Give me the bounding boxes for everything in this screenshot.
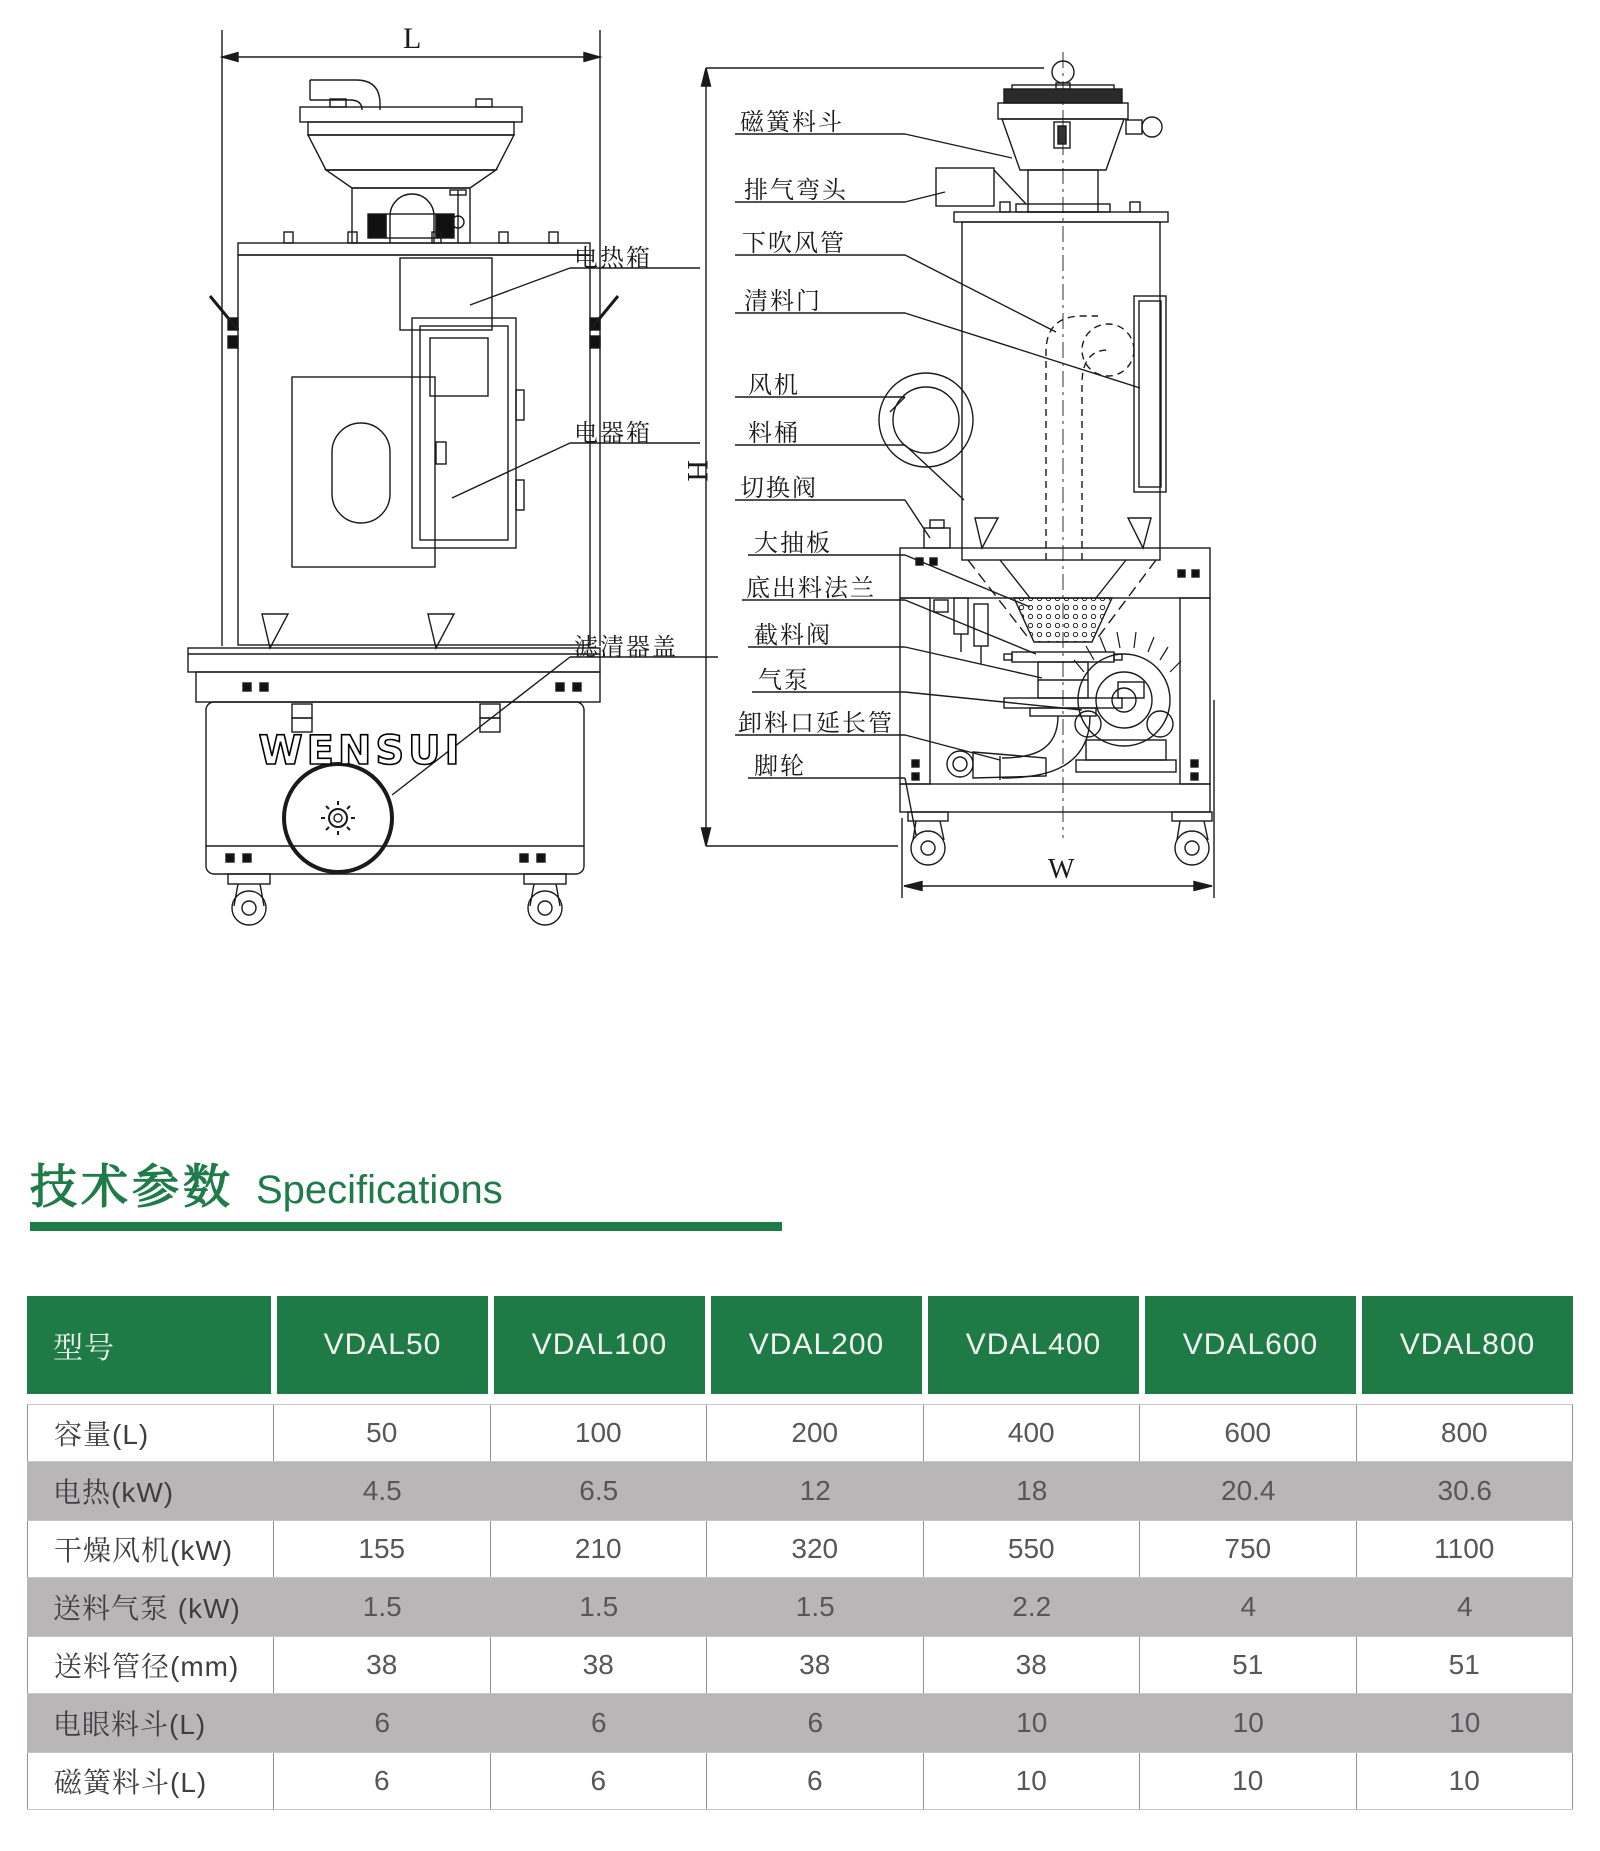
table-cell: 38 — [924, 1637, 1141, 1693]
dimension-label-length: L — [403, 22, 422, 55]
dimension-label-width: W — [1048, 854, 1075, 885]
table-cell: 51 — [1140, 1637, 1357, 1693]
table-cell: 10 — [1357, 1753, 1574, 1809]
callout-big-slide-plate: 大抽板 — [754, 531, 832, 557]
title-underline-bar — [30, 1222, 782, 1231]
table-cell: 200 — [707, 1405, 924, 1461]
table-row — [27, 1462, 1573, 1520]
table-header-model: 型号 — [27, 1296, 271, 1394]
table-header-col: VDAL400 — [928, 1296, 1139, 1394]
table-cell: 10 — [924, 1753, 1141, 1809]
electrical-box-shape — [412, 318, 516, 548]
callout-reed-hopper: 磁簧料斗 — [740, 110, 844, 136]
table-header-row — [27, 1296, 1573, 1394]
table-cell: 4 — [1240, 1591, 1257, 1622]
table-cell: 20.4 — [1221, 1475, 1276, 1506]
table-cell: 320 — [707, 1521, 924, 1577]
table-body — [27, 1404, 1573, 1810]
front-view-drawing — [188, 30, 718, 925]
table-cell: 50 — [274, 1405, 491, 1461]
table-row — [27, 1752, 1573, 1810]
table-cell: 155 — [274, 1521, 491, 1577]
table-cell: 10 — [1232, 1707, 1264, 1738]
table-cell: 1.5 — [795, 1591, 835, 1622]
table-cell: 6 — [807, 1707, 824, 1738]
table-cell: 800 — [1357, 1405, 1574, 1461]
table-cell: 4 — [1456, 1591, 1473, 1622]
table-cell: 4.5 — [362, 1475, 402, 1506]
dimension-label-height: H — [681, 460, 714, 482]
callout-air-pump: 气泵 — [758, 668, 810, 694]
heater-box-shape — [400, 258, 492, 330]
callout-electrical-box: 电器箱 — [574, 421, 652, 447]
table-cell: 38 — [707, 1637, 924, 1693]
table-cell: 6 — [707, 1753, 924, 1809]
table-header-col: VDAL800 — [1362, 1296, 1573, 1394]
table-cell: 6.5 — [579, 1475, 619, 1506]
row-label: 送料气泵 (kW) — [53, 1593, 241, 1624]
table-row — [27, 1578, 1573, 1636]
table-header-col: VDAL50 — [277, 1296, 488, 1394]
callout-cutoff-valve: 截料阀 — [754, 623, 832, 649]
row-label: 磁簧料斗(L) — [27, 1753, 274, 1809]
specifications-table — [27, 1296, 1573, 1810]
table-cell: 600 — [1140, 1405, 1357, 1461]
table-row — [27, 1636, 1573, 1694]
callout-filter-cover: 滤清器盖 — [574, 635, 678, 661]
table-cell: 30.6 — [1437, 1475, 1492, 1506]
row-label: 送料管径(mm) — [27, 1637, 274, 1693]
callout-cleanout-door: 清料门 — [744, 289, 822, 315]
callout-heater-box: 电热箱 — [574, 246, 652, 272]
filter-cover-shape — [284, 764, 392, 872]
table-cell: 12 — [799, 1475, 831, 1506]
table-header-col: VDAL600 — [1145, 1296, 1356, 1394]
table-cell: 6 — [374, 1707, 391, 1738]
row-label: 电眼料斗(L) — [53, 1709, 207, 1740]
table-cell: 51 — [1357, 1637, 1574, 1693]
table-row — [27, 1520, 1573, 1578]
table-cell: 100 — [491, 1405, 708, 1461]
table-cell: 18 — [1016, 1475, 1048, 1506]
table-cell: 6 — [491, 1753, 708, 1809]
table-cell: 6 — [590, 1707, 607, 1738]
callout-bottom-flange: 底出料法兰 — [746, 576, 876, 602]
table-cell: 38 — [491, 1637, 708, 1693]
section-title-zh: 技术参数 — [30, 1160, 234, 1213]
table-row — [27, 1404, 1573, 1462]
table-cell: 10 — [1140, 1753, 1357, 1809]
table-cell: 210 — [491, 1521, 708, 1577]
row-label: 电热(kW) — [53, 1477, 175, 1508]
callout-caster: 脚轮 — [754, 754, 806, 780]
callout-switch-valve: 切换阀 — [740, 476, 818, 502]
table-cell: 38 — [274, 1637, 491, 1693]
row-label: 容量(L) — [27, 1405, 274, 1461]
callout-material-barrel: 料桶 — [748, 421, 800, 447]
section-title — [30, 1150, 503, 1217]
table-cell: 10 — [1449, 1707, 1481, 1738]
callout-blower: 风机 — [748, 373, 800, 399]
table-cell: 1.5 — [579, 1591, 619, 1622]
section-title-en: Specifications — [256, 1168, 503, 1212]
table-cell: 550 — [924, 1521, 1141, 1577]
table-cell: 6 — [274, 1753, 491, 1809]
table-header-col: VDAL200 — [711, 1296, 922, 1394]
callout-discharge-extension: 卸料口延长管 — [738, 711, 894, 737]
callout-exhaust-elbow: 排气弯头 — [744, 178, 848, 204]
table-cell: 1.5 — [362, 1591, 402, 1622]
wensui-logo: WENSUI — [258, 728, 464, 774]
row-label: 干燥风机(kW) — [27, 1521, 274, 1577]
table-header-col: VDAL100 — [494, 1296, 705, 1394]
table-cell: 750 — [1140, 1521, 1357, 1577]
table-cell: 10 — [1016, 1707, 1048, 1738]
callout-down-blow-pipe: 下吹风管 — [742, 231, 846, 257]
table-row — [27, 1694, 1573, 1752]
table-cell: 1100 — [1357, 1521, 1574, 1577]
table-cell: 2.2 — [1012, 1591, 1052, 1622]
table-cell: 400 — [924, 1405, 1141, 1461]
